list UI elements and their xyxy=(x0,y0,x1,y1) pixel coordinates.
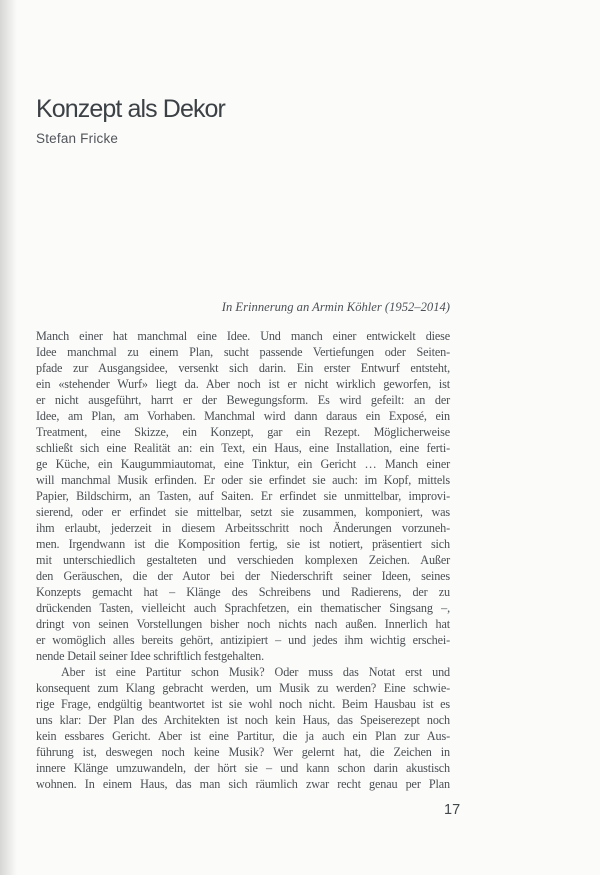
text-line: konsequent zum Klang gebracht werden, um Musik zu werden? Eine schwie- xyxy=(36,681,450,695)
text-line: Idee manchmal zu einem Plan, sucht passende Vertiefungen oder Seiten- xyxy=(36,345,450,359)
page-title: Konzept als Dekor xyxy=(36,95,225,123)
text-line: men. Irgendwann ist die Komposition fertig, sie ist notiert, präsentiert sich xyxy=(36,537,450,551)
text-line: Konzepts gemacht hat – Klänge des Schreibens und Radierens, der zu xyxy=(36,585,450,599)
text-line: dringt von seinen Vorstellungen bisher noch nichts nach außen. Innerlich hat xyxy=(36,617,450,631)
text-line: will manchmal Musik erfinden. Er oder sie erfindet sie auch: im Kopf, mittels xyxy=(36,473,450,487)
text-line: ge Küche, ein Kaugummiautomat, eine Tinktur, ein Gericht … Manch einer xyxy=(36,457,450,471)
page-gutter-shadow xyxy=(0,0,17,875)
text-line: Idee, am Plan, am Vorhaben. Manchmal wird dann daraus ein Exposé, ein xyxy=(36,409,450,423)
text-line: kein essbares Gericht. Aber ist eine Partitur, die ja auch ein Plan zur Aus- xyxy=(36,729,450,743)
text-line: drückenden Tasten, vielleicht auch Sprachfetzen, ein thematischer Singsang –, xyxy=(36,601,450,615)
text-line: Treatment, eine Skizze, ein Konzept, gar ein Rezept. Möglicherweise xyxy=(36,425,450,439)
dedication-line: In Erinnerung an Armin Köhler (1952–2014) xyxy=(221,300,450,314)
text-line: Papier, Bildschirm, an Tasten, auf Saiten. Er erfindet sie unmittelbar, improvi- xyxy=(36,489,450,503)
text-line: er womöglich alles bereits gehört, antizipiert – und jedes ihm wichtig erschei- xyxy=(36,633,450,647)
text-line: innere Klänge umzuwandeln, der hört sie – und kann schon darin akustisch xyxy=(36,761,450,775)
body-text xyxy=(36,328,450,792)
page-number: 17 xyxy=(444,802,461,818)
text-line: führung ist, deswegen noch keine Musik? Wer gelernt hat, die Zeichen in xyxy=(36,745,450,759)
text-line: wohnen. In einem Haus, das man sich räumlich zwar recht genau per Plan xyxy=(36,777,450,791)
text-line: ein «stehender Wurf» liegt da. Aber noch ist er nicht wirklich geworfen, ist xyxy=(36,377,450,391)
text-line: Manch einer hat manchmal eine Idee. Und manch einer entwickelt diese xyxy=(36,329,450,343)
text-line: mit unterschiedlich gestalteten und verschieden komplexen Zeichen. Außer xyxy=(36,553,450,567)
text-line: Aber ist eine Partitur schon Musik? Oder muss das Notat erst und xyxy=(61,665,450,679)
text-line: den Geräuschen, die der Autor bei der Niederschrift seiner Ideen, seines xyxy=(36,569,450,583)
text-line: pfade zur Ausgangsidee, versenkt sich darin. Ein erster Entwurf entsteht, xyxy=(36,361,450,375)
text-line: rige Frage, endgültig beantwortet ist sie wohl noch nicht. Beim Hausbau ist es xyxy=(36,697,450,711)
text-line: uns klar: Der Plan des Architekten ist noch kein Haus, das Speiserezept noch xyxy=(36,713,450,727)
text-line: sierend, oder er erfindet sie mittelbar, setzt sie zusammen, komponiert, was xyxy=(36,505,450,519)
text-line: nende Detail seiner Idee schriftlich festgehalten. xyxy=(36,649,265,663)
author-name: Stefan Fricke xyxy=(36,131,119,146)
text-line: schließt sich eine Realität an: ein Text, ein Haus, eine Installation, eine ferti- xyxy=(36,441,450,455)
text-line: ihm erlaubt, jederzeit in diesem Arbeitsschritt noch Änderungen vorzuneh- xyxy=(36,521,450,535)
text-line: er nicht ausgeführt, harrt er der Bewegungsform. Es wird gefeilt: an der xyxy=(36,393,450,407)
